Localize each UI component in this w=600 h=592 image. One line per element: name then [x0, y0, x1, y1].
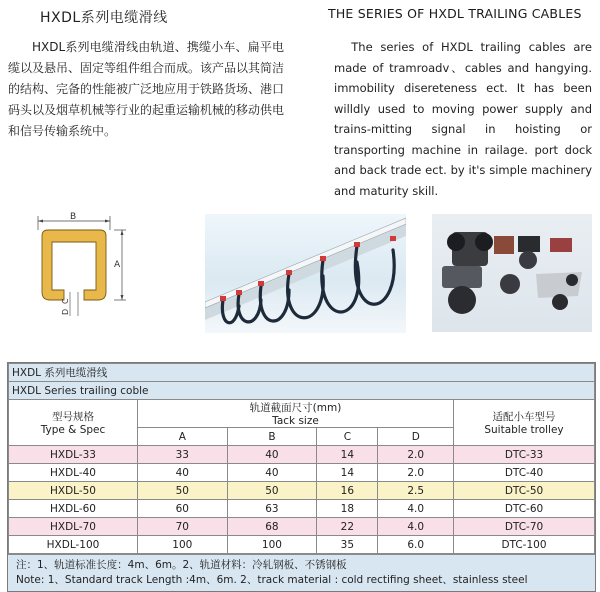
cell-type: HXDL-70 [9, 518, 138, 536]
header-type [9, 400, 138, 446]
header-col-a: A [138, 428, 228, 446]
header-col-d: D [378, 428, 454, 446]
trolley-parts-photo [432, 214, 592, 332]
cell-d: 4.0 [378, 500, 454, 518]
cell-trolley: DTC-33 [454, 446, 595, 464]
table-note [8, 554, 595, 591]
header-type-cn: 型号规格 [52, 411, 94, 423]
cell-c: 16 [317, 482, 378, 500]
note-english: Note: 1、Standard track Length :4m、6m. 2、track material : cold rectifing sheet、stainless steel [16, 574, 528, 586]
cell-a: 100 [138, 536, 228, 554]
table-row [9, 536, 595, 554]
header-col-b: B [227, 428, 317, 446]
cell-trolley: DTC-70 [454, 518, 595, 536]
trailing-cable-photo [205, 214, 406, 333]
dimension-a-label: A [114, 260, 121, 270]
table-row [9, 464, 595, 482]
cell-trolley: DTC-100 [454, 536, 595, 554]
cell-c: 14 [317, 464, 378, 482]
header-type-en: Type & Spec [40, 424, 106, 436]
table-row [9, 446, 595, 464]
cell-a: 40 [138, 464, 228, 482]
title-chinese: HXDL系列电缆滑线 [40, 10, 168, 26]
header-size-cn: 轨道截面尺寸(mm) [249, 402, 342, 414]
table-caption-english: HXDL Series trailing coble [9, 382, 595, 400]
cell-d: 4.0 [378, 518, 454, 536]
cell-type: HXDL-50 [9, 482, 138, 500]
cell-d: 2.0 [378, 464, 454, 482]
table-caption-chinese: HXDL 系列电缆滑线 [9, 364, 595, 382]
table-row [9, 500, 595, 518]
table-row [9, 482, 595, 500]
table-row [9, 518, 595, 536]
header-col-c: C [317, 428, 378, 446]
description-english: The series of HXDL trailing cables are made of tramroadv、cables and hangying. immobility disereteness ect. It has been willdly used to moving power supply and trains-mitting signal in hoisting or transporting machine in railage. port dock and back trade ect. by it's simple machinery and maturity skill. [334, 40, 592, 198]
cell-type: HXDL-60 [9, 500, 138, 518]
header-trolley-cn: 适配小车型号 [492, 411, 556, 423]
header-trolley-en: Suitable trolley [484, 424, 564, 436]
cell-c: 14 [317, 446, 378, 464]
dimension-b-label: B [70, 212, 77, 222]
cell-d: 2.0 [378, 446, 454, 464]
cell-a: 60 [138, 500, 228, 518]
dimension-d-label: D [61, 308, 70, 315]
cell-b: 50 [227, 482, 317, 500]
cell-c: 18 [317, 500, 378, 518]
cell-type: HXDL-100 [9, 536, 138, 554]
header-trolley [454, 400, 595, 446]
track-cross-section-diagram [30, 212, 160, 324]
cell-b: 100 [227, 536, 317, 554]
dimension-c-label: C [61, 298, 70, 304]
cell-b: 68 [227, 518, 317, 536]
note-chinese: 注：1、轨道标准长度：4m、6m。2、轨道材料：冷轧钢板、不锈钢板 [16, 559, 347, 571]
cell-d: 6.0 [378, 536, 454, 554]
cell-a: 50 [138, 482, 228, 500]
cell-trolley: DTC-60 [454, 500, 595, 518]
cell-b: 63 [227, 500, 317, 518]
cell-type: HXDL-40 [9, 464, 138, 482]
cell-b: 40 [227, 446, 317, 464]
cell-c: 35 [317, 536, 378, 554]
cell-trolley: DTC-40 [454, 464, 595, 482]
cell-a: 70 [138, 518, 228, 536]
cell-trolley: DTC-50 [454, 482, 595, 500]
rail-profile [42, 230, 106, 300]
cell-a: 33 [138, 446, 228, 464]
header-size-en: Tack size [272, 415, 319, 427]
spec-table [7, 362, 596, 592]
title-english: THE SERIES OF HXDL TRAILING CABLES [328, 6, 582, 21]
header-track-size [138, 400, 454, 428]
description-chinese: HXDL系列电缆滑线由轨道、携缆小车、扁平电缆以及悬吊、固定等组件组合而成。该产品以其简洁的结构、完备的性能被广泛地应用于铁路货场、港口码头以及烟草机械等行业的起重运输机械的移动供电和信号传输系统中。 [8, 40, 285, 138]
cell-b: 40 [227, 464, 317, 482]
cell-c: 22 [317, 518, 378, 536]
cell-type: HXDL-33 [9, 446, 138, 464]
cell-d: 2.5 [378, 482, 454, 500]
